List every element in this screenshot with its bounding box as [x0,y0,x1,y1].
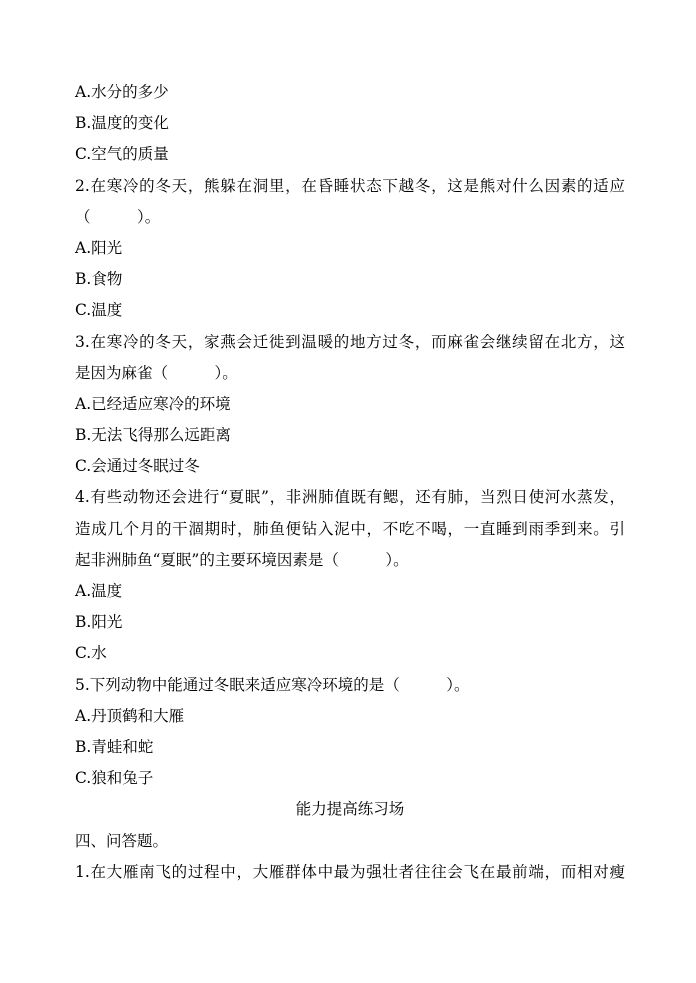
q3-option-a: A.已经适应寒冷的环境 [75,394,231,413]
q4-option-a: A.温度 [75,582,123,600]
q5-option-b: B.青蛙和蛇 [75,737,154,756]
q5-option-c: C.狼和兔子 [75,769,154,788]
q2-option-c: C.温度 [75,301,123,320]
q4-option-b: B.阳光 [75,613,123,632]
part-four-title: 四、问答题。 [75,831,169,850]
q3-option-b: B.无法飞得那么远距离 [75,426,231,445]
q2-option-a: A.阳光 [75,238,123,257]
q5-option-a: A.丹顶鹤和大雁 [75,706,185,725]
question-2-line-2: （ ）。 [75,207,161,226]
question-3-line-1: 3.在寒冷的冬天，家燕会迁徙到温暖的地方过冬，而麻雀会继续留在北方，这 [75,332,625,351]
document-body [75,77,625,888]
option-a-water: A.水分的多少 [75,83,169,101]
option-c-air-quality: C.空气的质量 [75,145,169,164]
question-5: 5.下列动物中能通过冬眠来适应寒冷环境的是（ ）。 [75,675,470,694]
question-2-line-1: 2.在寒冷的冬天，熊躲在洞里，在昏睡状态下越冬，这是熊对什么因素的适应 [75,176,625,195]
q2-option-b: B.食物 [75,270,123,289]
q3-option-c: C.会通过冬眠过冬 [75,457,200,476]
question-3-line-2: 是因为麻雀（ ）。 [75,363,238,382]
q4-option-c: C.水 [75,644,107,663]
option-b-temperature-change: B.温度的变化 [75,114,169,133]
question-4-line-1: 4.有些动物还会进行“夏眠”，非洲肺值既有鳃，还有肺，当烈日使河水蒸发， [75,488,625,507]
part-four-question-1: 1.在大雁南飞的过程中，大雁群体中最为强壮者往往会飞在最前端，而相对瘦 [75,862,625,881]
section-heading: 能力提高练习场 [295,800,405,819]
question-4-line-2: 造成几个月的干涸期时，肺鱼便钻入泥中，不吃不喝，一直睡到雨季到来。引 [75,519,625,538]
question-4-line-3: 起非洲肺鱼“夏眠”的主要环境因素是（ ）。 [75,550,409,569]
